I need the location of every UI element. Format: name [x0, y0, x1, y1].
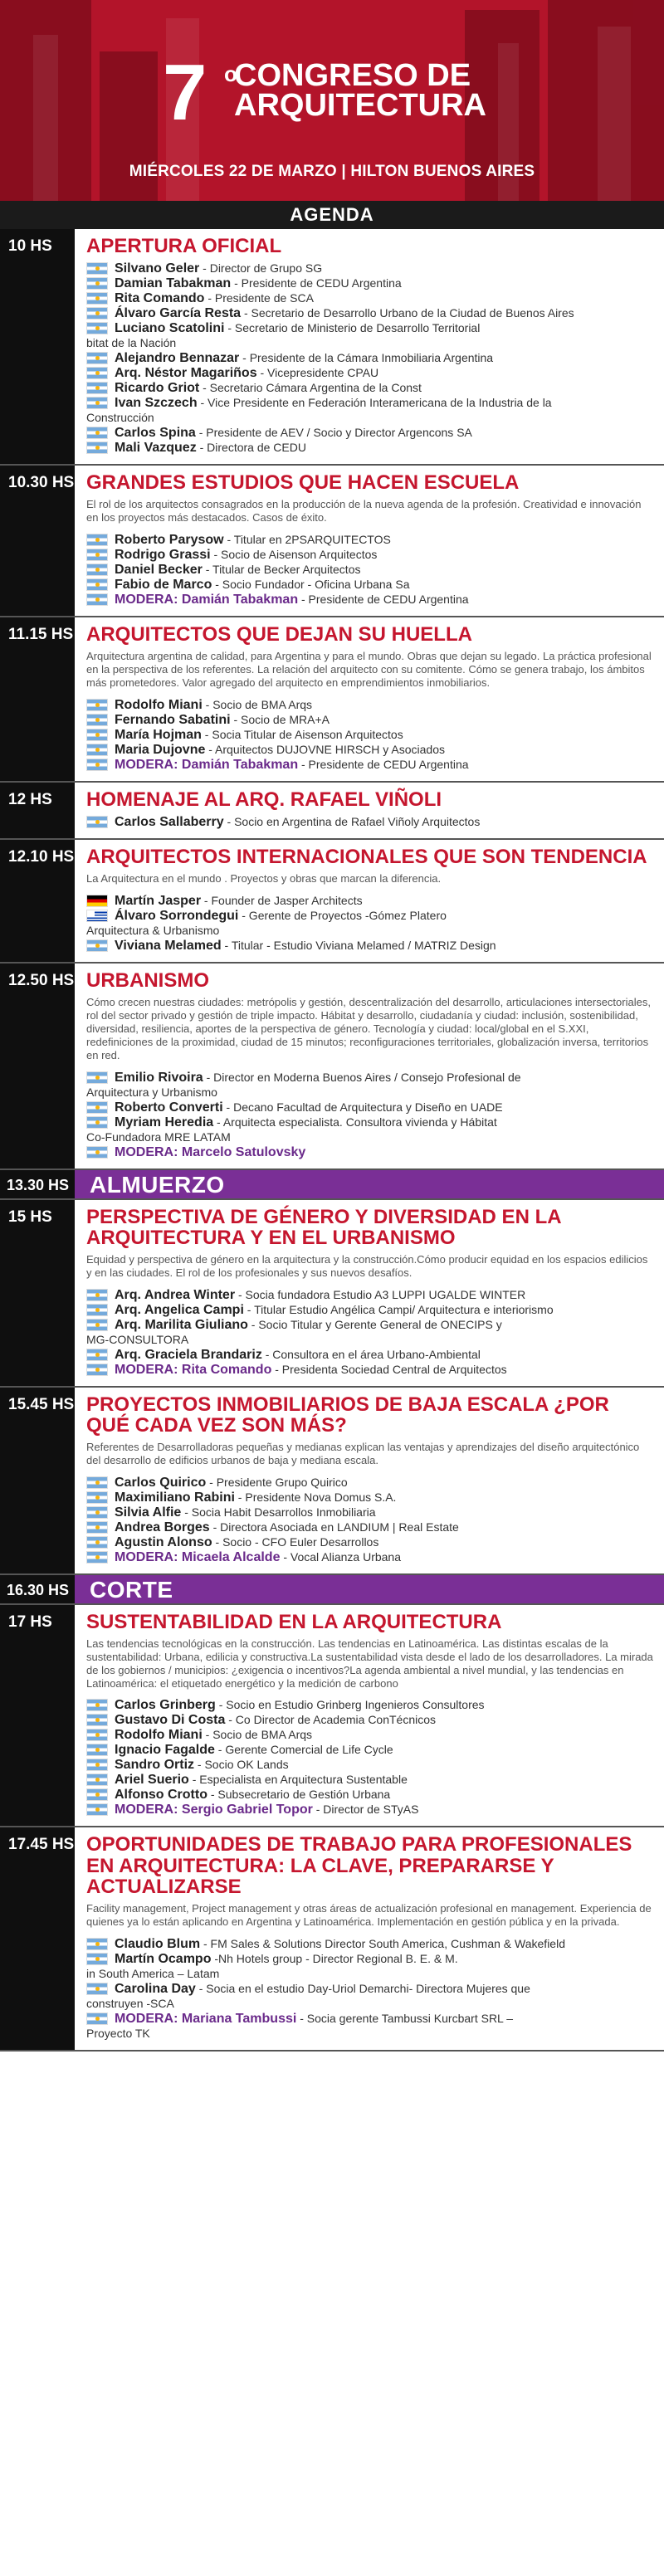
speaker-role: - Socio OK Lands	[194, 1758, 289, 1772]
flag-icon	[86, 1551, 108, 1564]
speaker-role: - Vicepresidente CPAU	[256, 366, 379, 380]
speaker	[86, 1071, 656, 1085]
speaker	[86, 713, 656, 727]
flag-icon	[86, 1744, 108, 1756]
flag-icon	[86, 564, 108, 576]
speaker	[86, 578, 656, 592]
flag-icon	[86, 427, 108, 439]
speaker-name: Arq. Andrea Winter	[115, 1287, 236, 1302]
speaker-role: - Socia gerente Tambussi Kurcbart SRL –	[296, 2011, 513, 2025]
speaker-name: Emilio Rivoira	[115, 1070, 203, 1085]
speaker-name: Damián Tabakman	[181, 593, 299, 607]
session-time: 15.45 HS	[0, 1388, 75, 1573]
flag-icon	[86, 367, 108, 379]
speaker-role: - Presidente de CEDU Argentina	[298, 593, 469, 607]
session-time: 11.15 HS	[0, 617, 75, 781]
speaker-role: - Gerente Comercial de Life Cycle	[214, 1743, 393, 1757]
speaker	[86, 533, 656, 547]
speaker-name: Arq. Marilita Giuliano	[115, 1317, 248, 1332]
speaker-name: Sandro Ortiz	[115, 1758, 195, 1773]
speaker-name: Rodolfo Miani	[115, 1728, 203, 1743]
session-time: 17 HS	[0, 1605, 75, 1827]
speaker-role-continued: Arquitectura y Urbanismo	[86, 1085, 217, 1099]
flag-icon	[86, 1364, 108, 1376]
speaker-role: - Socio Titular y Gerente General de ONECIPS y	[247, 1317, 502, 1331]
speaker-role: - Arquitectos DUJOVNE HIRSCH y Asociados	[205, 742, 446, 756]
speaker	[86, 351, 656, 365]
speaker-name: Carlos Sallaberry	[115, 815, 224, 830]
session-title: ARQUITECTOS QUE DEJAN SU HUELLA	[86, 623, 472, 646]
session-content	[75, 1605, 664, 1827]
flag-icon	[86, 292, 108, 305]
flag-icon	[86, 1319, 108, 1331]
speaker-name: Viviana Melamed	[115, 939, 222, 954]
speaker-name: Marcelo Satulovsky	[181, 1144, 306, 1159]
speaker-role: - Presidente de la Cámara Inmobiliaria Argentina	[239, 351, 494, 365]
flag-icon	[86, 382, 108, 394]
flag-icon	[86, 699, 108, 711]
flag-icon	[86, 1953, 108, 1965]
speaker-role: - Socio de BMA Arqs	[202, 1728, 313, 1742]
speaker	[86, 1318, 656, 1332]
speaker	[86, 1758, 656, 1772]
session-content	[75, 617, 664, 781]
speaker-name: Alfonso Crotto	[115, 1788, 208, 1803]
session-row	[0, 229, 664, 466]
speaker	[86, 939, 656, 953]
speaker	[86, 1348, 656, 1362]
flag-icon	[86, 322, 108, 334]
flag-icon	[86, 1304, 108, 1316]
flag-icon	[86, 352, 108, 364]
speaker	[86, 291, 656, 305]
speaker	[86, 909, 656, 923]
speaker	[86, 441, 656, 455]
speaker-role: - Secretario Cámara Argentina de la Const	[199, 381, 422, 395]
speaker-role-continued: in South America – Latam	[86, 1966, 220, 1980]
speaker-role: - Vice Presidente en Federación Interamericana de la Industria de la	[197, 396, 552, 410]
moderator-label: MODERA:	[115, 2011, 182, 2026]
flag-icon	[86, 549, 108, 561]
flag-icon	[86, 1699, 108, 1711]
speaker-name: Silvano Geler	[115, 261, 200, 276]
edition-number: 7	[163, 48, 206, 137]
speaker-role: - Directora de CEDU	[196, 441, 306, 455]
session-title: GRANDES ESTUDIOS QUE HACEN ESCUELA	[86, 471, 520, 495]
speaker	[86, 1535, 656, 1549]
moderator-label: MODERA:	[115, 757, 182, 772]
speaker	[86, 1803, 656, 1817]
speaker-name: Martín Ocampo	[115, 1951, 212, 1966]
speaker	[86, 396, 656, 410]
session-time: 10.30 HS	[0, 466, 75, 616]
session-title: APERTURA OFICIAL	[86, 235, 282, 257]
speaker-name: Martín Jasper	[115, 894, 202, 909]
session-time: 15 HS	[0, 1200, 75, 1386]
flag-icon	[86, 1506, 108, 1519]
speaker-name: Fernando Sabatini	[115, 712, 231, 727]
session-row	[0, 1388, 664, 1575]
flag-icon	[86, 816, 108, 828]
flag-icon	[86, 578, 108, 591]
moderator-label: MODERA:	[115, 1144, 182, 1159]
speaker-role: - Secretario de Desarrollo Urbano de la Ciudad de Buenos Aires	[241, 306, 574, 320]
speaker-name: Ricardo Griot	[115, 381, 200, 396]
speaker-name: Micaela Alcalde	[181, 1549, 281, 1564]
speaker-role: - Socio en Argentina de Rafael Viñoly Arquitectos	[223, 815, 481, 829]
speaker	[86, 261, 656, 276]
session-content	[75, 964, 664, 1168]
speaker-role: - Presidente de AEV / Socio y Director Argencons SA	[195, 426, 472, 440]
flag-icon	[86, 1101, 108, 1114]
session-title: PROYECTOS INMOBILIARIOS DE BAJA ESCALA ¿POR QUÉ CADA VEZ SON MÁS?	[86, 1393, 609, 1437]
moderator-label: MODERA:	[115, 593, 182, 607]
speaker-name: Ivan Szczech	[115, 396, 198, 411]
session-row	[0, 964, 664, 1169]
speaker-name: Carolina Day	[115, 1981, 196, 1996]
session-content	[75, 783, 664, 838]
flag-icon	[86, 1983, 108, 1995]
session-row	[0, 617, 664, 783]
session-time: 13.30 HS	[0, 1170, 75, 1198]
speaker	[86, 1788, 656, 1802]
flag-icon	[86, 1803, 108, 1816]
session-content	[75, 466, 664, 616]
speaker-role: - Socia Habit Desarrollos Inmobiliaria	[181, 1505, 376, 1519]
speaker-name: Alejandro Bennazar	[115, 351, 240, 366]
speaker-role-continued: Co-Fundadora MRE LATAM	[86, 1129, 231, 1144]
flag-icon	[86, 1476, 108, 1489]
speaker	[86, 1937, 656, 1951]
agenda-heading: AGENDA	[0, 201, 664, 229]
flag-icon	[86, 534, 108, 546]
speaker-role: -Nh Hotels group - Director Regional B. E. & M.	[211, 1951, 458, 1965]
flag-icon	[86, 307, 108, 320]
flag-icon	[86, 442, 108, 454]
break-band	[0, 1170, 664, 1200]
speaker-role: - Presidenta Sociedad Central de Arquitectos	[271, 1362, 507, 1376]
speaker-role: - FM Sales & Solutions Director South America, Cushman & Wakefield	[200, 1936, 565, 1950]
flag-icon	[86, 1714, 108, 1726]
flag-icon	[86, 262, 108, 275]
flag-icon	[86, 1349, 108, 1361]
speaker-name: Rita Comando	[181, 1362, 272, 1377]
speaker	[86, 593, 656, 607]
speaker-role: - Titular de Becker Arquitectos	[202, 563, 361, 577]
session-content	[75, 1200, 664, 1386]
speaker-role: - Co Director de Academia ConTécnicos	[225, 1713, 437, 1727]
speaker	[86, 366, 656, 380]
session-row	[0, 783, 664, 840]
speaker-name: Arq. Graciela Brandariz	[115, 1347, 262, 1362]
flag-icon	[86, 1521, 108, 1534]
session-description: La Arquitectura en el mundo . Proyectos y obras que marcan la diferencia.	[86, 872, 442, 886]
speaker-role-continued: bitat de la Nación	[86, 336, 177, 350]
flag-icon	[86, 2013, 108, 2025]
speaker-name: Sergio Gabriel Topor	[181, 1803, 313, 1817]
session-row	[0, 1200, 664, 1388]
speaker-role-continued: construyen -SCA	[86, 1996, 174, 2010]
speaker-role: - Presidente Nova Domus S.A.	[234, 1490, 397, 1504]
speaker-name: Carlos Spina	[115, 426, 196, 441]
break-label: ALMUERZO	[90, 1171, 225, 1198]
flag-icon	[86, 1788, 108, 1801]
flag-icon	[86, 910, 108, 922]
speaker-role: - Vocal Alianza Urbana	[280, 1549, 401, 1564]
speaker	[86, 276, 656, 290]
speaker-name: Mali Vazquez	[115, 441, 197, 456]
speaker-role: - Directora Asociada en LANDIUM | Real Estate	[209, 1520, 459, 1534]
session-time: 12.10 HS	[0, 840, 75, 962]
flag-icon	[86, 714, 108, 726]
speaker-role-continued: Construcción	[86, 411, 154, 425]
session-content	[75, 1827, 664, 2049]
flag-icon	[86, 759, 108, 771]
speaker-role: - Socia Titular de Aisenson Arquitectos	[201, 727, 403, 741]
speaker-name: Fabio de Marco	[115, 578, 212, 593]
flag-icon	[86, 1146, 108, 1159]
speaker	[86, 1713, 656, 1727]
flag-icon	[86, 1536, 108, 1549]
session-description: El rol de los arquitectos consagrados en la producción de la nueva agenda de la profesión. Creatividad e innovación en los proyectos más destacados. Casos de éxito.	[86, 498, 642, 524]
flag-icon	[86, 1759, 108, 1771]
speaker-role: - Especialista en Arquitectura Sustentable	[188, 1773, 408, 1787]
speaker	[86, 563, 656, 577]
session-description: Referentes de Desarrolladoras pequeñas y medianas explican las ventajas y aprendizajes del diseño arquitectónico del desarrollo de edificios urbanos de baja y mediana escala.	[86, 1441, 640, 1466]
speaker	[86, 743, 656, 757]
speaker-role: - Arquitecta especialista. Consultora vivienda y Hábitat	[213, 1115, 497, 1129]
flag-icon	[86, 1773, 108, 1786]
speaker-role-continued: Proyecto TK	[86, 2026, 150, 2040]
flag-icon	[86, 1729, 108, 1741]
session-title: ARQUITECTOS INTERNACIONALES QUE SON TENDENCIA	[86, 846, 647, 869]
flag-icon	[86, 1116, 108, 1129]
speaker	[86, 1288, 656, 1302]
session-title: SUSTENTABILIDAD EN LA ARQUITECTURA	[86, 1610, 502, 1633]
speaker	[86, 758, 656, 772]
flag-icon	[86, 729, 108, 741]
speaker	[86, 698, 656, 712]
speaker	[86, 1363, 656, 1377]
speaker	[86, 1100, 656, 1115]
speaker-name: Carlos Grinberg	[115, 1698, 216, 1713]
session-title: PERSPECTIVA DE GÉNERO Y DIVERSIDAD EN LA ARQUITECTURA Y EN EL URBANISMO	[86, 1205, 561, 1249]
speaker	[86, 1145, 656, 1159]
speaker-name: Maria Dujovne	[115, 742, 206, 757]
flag-icon	[86, 1289, 108, 1301]
speaker	[86, 1520, 656, 1534]
speaker-name: Maximiliano Rabini	[115, 1490, 235, 1505]
session-row	[0, 466, 664, 617]
session-time: 10 HS	[0, 229, 75, 464]
event-title-line1: CONGRESO DE	[234, 58, 471, 93]
speaker-name: Roberto Parysow	[115, 533, 224, 548]
session-time: 12.50 HS	[0, 964, 75, 1168]
speaker-name: Myriam Heredia	[115, 1115, 214, 1129]
speaker-role: - Decano Facultad de Arquitectura y Diseño en UADE	[222, 1100, 503, 1114]
session-description: Facility management, Project management y otras áreas de actualización profesional en management. Experiencia de quienes ya lo están aplicando en Argentina y Latinoamérica. Implementación en gestión pública y en la privada.	[86, 1901, 652, 1928]
session-title: HOMENAJE AL ARQ. RAFAEL VIÑOLI	[86, 788, 442, 811]
speaker-name: Ariel Suerio	[115, 1773, 189, 1788]
speaker-name: Andrea Borges	[115, 1520, 210, 1534]
flag-icon	[86, 1071, 108, 1084]
speaker-name: Arq. Néstor Magariños	[115, 366, 257, 381]
speaker	[86, 1743, 656, 1757]
speaker	[86, 1115, 656, 1129]
speaker-role: - Socio de MRA+A	[230, 712, 330, 726]
speaker	[86, 426, 656, 440]
flag-icon	[86, 397, 108, 409]
speaker-name: Daniel Becker	[115, 563, 203, 578]
speaker-name: Claudio Blum	[115, 1936, 201, 1951]
flag-icon	[86, 1491, 108, 1504]
break-band	[0, 1575, 664, 1605]
speaker	[86, 381, 656, 395]
flag-icon	[86, 593, 108, 606]
speaker-role: - Director de STyAS	[312, 1803, 419, 1817]
session-row	[0, 1827, 664, 2051]
speaker	[86, 1550, 656, 1564]
speaker	[86, 894, 656, 908]
session-description: Equidad y perspectiva de género en la arquitectura y la construcción.Cómo producir equidad en los espacios edilicios y en las ciudades. El rol de los profesionales y sus nuevos desafíos.	[86, 1252, 648, 1279]
speaker-role: - Secretario de Ministerio de Desarrollo Territorial	[224, 321, 481, 335]
session-content	[75, 1388, 664, 1573]
flag-icon	[86, 1938, 108, 1950]
speaker-role: - Socio - CFO Euler Desarrollos	[212, 1534, 379, 1549]
speaker	[86, 815, 656, 829]
speaker	[86, 1728, 656, 1742]
session-time: 16.30 HS	[0, 1575, 75, 1603]
moderator-label: MODERA:	[115, 1803, 182, 1817]
speaker-name: Ignacio Fagalde	[115, 1743, 215, 1758]
speaker	[86, 1505, 656, 1520]
session-row	[0, 1605, 664, 1828]
speaker-name: Rodrigo Grassi	[115, 548, 211, 563]
speaker-role: - Titular Estudio Angélica Campi/ Arquitectura e interiorismo	[243, 1302, 554, 1316]
event-title-line2: ARQUITECTURA	[234, 88, 486, 123]
session-description: Cómo crecen nuestras ciudades: metrópolis y gestión, descentralización del desarrollo, articulaciones intersectoriales, rol del sector privado y gestión de triple impacto. Hábitat y desarrollo, ciudadanía y ciudad: inclusión, sostenibilidad, diversidad, resiliencia, aportes de la perspectiva de género. Tecnología y ciudad: local/global en el S.XXI, redefiniciones de la proximidad, ciudad de 15 minutos; reconfiguraciones territoriales, globalización inversa, territorios en red.	[86, 996, 651, 1061]
speaker-name: Álvaro Sorrondegui	[115, 909, 239, 924]
speaker-name: Gustavo Di Costa	[115, 1713, 226, 1728]
speaker	[86, 2012, 656, 2026]
speaker-role: - Socio Fundador - Oficina Urbana Sa	[212, 578, 410, 592]
speaker-name: Álvaro García Resta	[115, 306, 242, 321]
speaker-name: Rodolfo Miani	[115, 697, 203, 712]
speaker-name: Mariana Tambussi	[181, 2011, 297, 2026]
speaker-name: María Hojman	[115, 727, 202, 742]
session-time: 12 HS	[0, 783, 75, 838]
speaker	[86, 1982, 656, 1996]
session-row	[0, 840, 664, 964]
session-description: Arquitectura argentina de calidad, para Argentina y para el mundo. Obras que dejan su legado. La práctica profesional en la perspectiva de los referentes. La relación del arquitecto con su comitente. Cómo se genera trabajo, los ámbitos más prometedores. Valor agregado del arquitecto en emprendimientos inmobiliarios.	[86, 650, 652, 689]
speaker-role: - Consultora en el área Urbano-Ambiental	[261, 1347, 481, 1361]
speaker-name: Arq. Angelica Campi	[115, 1302, 244, 1317]
speaker-role: - Presidente de CEDU Argentina	[231, 276, 402, 290]
flag-icon	[86, 895, 108, 907]
session-title: OPORTUNIDADES DE TRABAJO PARA PROFESIONALES EN ARQUITECTURA: LA CLAVE, PREPARARSE Y ACTUALIZARSE	[86, 1833, 632, 1898]
speaker-role: - Director en Moderna Buenos Aires / Consejo Profesional de	[203, 1070, 521, 1084]
speaker-role-continued: Arquitectura & Urbanismo	[86, 924, 220, 938]
speaker	[86, 728, 656, 742]
session-description: Las tendencias tecnológicas en la construcción. Las tendencias en Latinoamérica. Las distintas escalas de la sustentabilidad: Urbana, edilicia y constructiva.La sustentabilidad vista desde el lado de los desarrolladores. La mirada de los gobiernos / municipios: ¿exigencia o incentivos?La agenda ambiental a nivel mundial, y las tendencias en Latinoamérica: el etiquetado energético y la medición de carbono	[86, 1637, 653, 1690]
speaker-role: - Socio de Aisenson Arquitectos	[210, 548, 378, 562]
speaker	[86, 1303, 656, 1317]
flag-icon	[86, 744, 108, 756]
session-content	[75, 840, 664, 962]
speaker-role: - Socio en Estudio Grinberg Ingenieros Consultores	[215, 1698, 485, 1712]
speaker	[86, 1952, 656, 1966]
speaker-role: - Gerente de Proyectos -Gómez Platero	[238, 909, 447, 923]
speaker-name: Rita Comando	[115, 291, 205, 306]
session-time: 17.45 HS	[0, 1827, 75, 2049]
speaker-name: Roberto Converti	[115, 1100, 223, 1115]
speaker-role: - Titular - Estudio Viviana Melamed / MATRIZ Design	[221, 939, 496, 953]
speaker-name: Agustin Alonso	[115, 1534, 212, 1549]
edition-degree: o	[224, 61, 237, 86]
speaker	[86, 548, 656, 562]
speaker-role: - Socio de BMA Arqs	[202, 697, 313, 711]
event-date-venue: MIÉRCOLES 22 DE MARZO | HILTON BUENOS AIRES	[129, 163, 535, 180]
speaker-name: Damian Tabakman	[115, 276, 232, 291]
speaker-name: Carlos Quirico	[115, 1475, 207, 1490]
speaker-role: - Director de Grupo SG	[199, 261, 323, 276]
header-banner	[0, 0, 664, 201]
session-title: URBANISMO	[86, 969, 209, 993]
speaker-role: - Socia en el estudio Day-Uriol Demarchi- Directora Mujeres que	[195, 1981, 530, 1995]
speaker-name: Silvia Alfie	[115, 1505, 182, 1520]
speaker-role: - Presidente de SCA	[204, 291, 314, 305]
flag-icon	[86, 277, 108, 290]
speaker-role-continued: MG-CONSULTORA	[86, 1332, 189, 1346]
speaker-role: - Presidente de CEDU Argentina	[298, 757, 469, 771]
moderator-label: MODERA:	[115, 1362, 182, 1377]
break-label: CORTE	[90, 1576, 173, 1603]
speaker	[86, 1490, 656, 1505]
speaker-role: - Subsecretario de Gestión Urbana	[207, 1788, 391, 1802]
moderator-label: MODERA:	[115, 1549, 182, 1564]
speaker-role: - Socia fundadora Estudio A3 LUPPI UGALDE WINTER	[235, 1287, 526, 1301]
speaker	[86, 321, 656, 335]
speaker	[86, 306, 656, 320]
flag-icon	[86, 939, 108, 952]
speaker-role: - Founder de Jasper Architects	[201, 894, 363, 908]
speaker	[86, 1773, 656, 1787]
speaker	[86, 1476, 656, 1490]
speaker-role: - Presidente Grupo Quirico	[206, 1475, 348, 1489]
agenda-list	[0, 229, 664, 2052]
speaker-name: Luciano Scatolini	[115, 321, 225, 336]
speaker-name: Damián Tabakman	[181, 757, 299, 772]
speaker-role: - Titular en 2PSARQUITECTOS	[223, 533, 391, 547]
speaker	[86, 1698, 656, 1712]
session-content	[75, 229, 664, 464]
